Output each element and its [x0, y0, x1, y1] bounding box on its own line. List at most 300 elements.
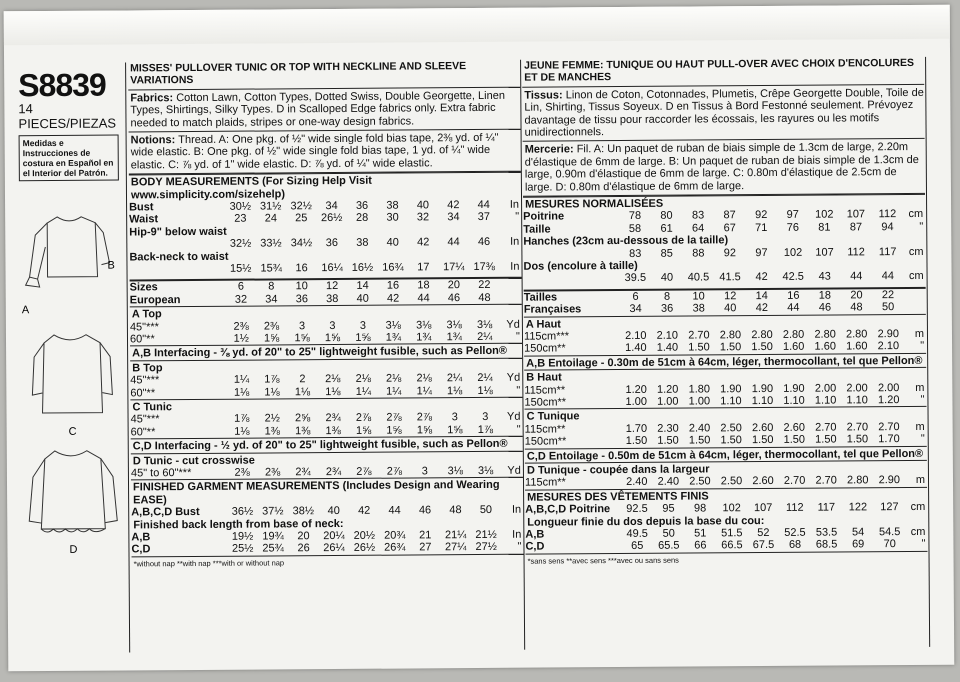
cell-value: 1.50	[625, 435, 648, 448]
cell-value: 34	[447, 211, 460, 224]
cell-value: 54	[851, 526, 865, 539]
notions-block	[523, 139, 925, 196]
view-b-label: B	[107, 259, 115, 272]
cell-value: 1¼	[233, 373, 250, 386]
cell-value: 21	[419, 529, 432, 542]
row-unit: "	[920, 340, 925, 353]
cell-value: 40	[386, 236, 399, 249]
cell-value: 1⅜	[295, 424, 311, 438]
cell-value: 1.00	[625, 395, 647, 408]
cell-value: 67.5	[752, 539, 775, 552]
row-unit: "	[920, 433, 925, 446]
cell-value: 50	[662, 527, 675, 540]
cell-value: 66	[694, 539, 707, 552]
cell-value: 2⅜	[233, 320, 249, 333]
cell-value: 2.10	[656, 329, 679, 342]
cell-value: 2.30	[657, 422, 679, 435]
view-c-label: C	[68, 425, 77, 438]
group-name: A,B Interfacing	[132, 347, 211, 360]
cell-value: 2.90	[878, 474, 901, 487]
group-note: - ⅜ yd. of 20" to 25" lightweight fusible, such as Pellon®	[210, 345, 508, 360]
cell-value: 1.50	[720, 434, 742, 447]
cell-value: 61	[660, 222, 673, 235]
cell-value: 1⅞	[234, 412, 250, 426]
cell-value: 25¾	[262, 542, 284, 555]
row-unit: m	[914, 327, 925, 340]
cell-value: 21½	[475, 528, 497, 541]
cell-value: 127	[880, 501, 899, 514]
cell-value: 1.00	[657, 395, 679, 408]
cell-value: 3⅛	[446, 318, 462, 331]
cell-value: 2⅞	[386, 411, 402, 425]
cell-value: 42	[755, 271, 768, 284]
cell-value: 2.60	[783, 421, 805, 434]
row-label: C,D	[131, 543, 151, 556]
cell-value: 2⅜	[234, 466, 250, 479]
cell-value: 1.10	[814, 394, 837, 407]
cell-value: 85	[660, 247, 673, 260]
cell-value: 95	[662, 502, 675, 515]
cell-value: 34½	[290, 237, 313, 250]
group-name: A Haut	[525, 318, 561, 331]
cell-value: 30½	[229, 200, 252, 213]
cell-value: 2⅜	[263, 319, 280, 333]
cell-value: 107	[815, 246, 834, 259]
row-label: 45" to 60"***	[130, 466, 192, 480]
cell-value: 112	[785, 501, 804, 515]
cell-value: 34	[325, 200, 338, 213]
cell-value: 2.00	[877, 381, 900, 394]
cell-value: 1¾	[385, 331, 402, 344]
group-name: D Tunique	[526, 464, 580, 477]
cell-value: 1.20	[877, 394, 900, 407]
cell-value: 1.60	[814, 340, 836, 354]
cell-value: 1.50	[688, 434, 711, 447]
notions-block	[129, 130, 521, 175]
cell-value: 48	[478, 291, 491, 304]
cell-value: 2¾	[295, 466, 311, 479]
cell-value: 88	[692, 247, 705, 260]
cell-value: 2.00	[846, 381, 868, 395]
cell-value: 92	[755, 209, 768, 222]
row-unit	[904, 301, 926, 314]
cell-value: 53.5	[815, 526, 838, 539]
cell-value: 102	[722, 502, 741, 515]
cell-value: 2.80	[814, 328, 836, 341]
cell-value: 36½	[231, 505, 254, 518]
cell-value: 3⅛	[447, 465, 463, 478]
row-label	[524, 272, 620, 285]
cell-value: 2.70	[878, 420, 900, 433]
cell-value: 38	[326, 292, 339, 305]
cell-value: 1.90	[783, 382, 805, 395]
cell-value: 30	[386, 212, 399, 225]
cell-value: 32½	[229, 237, 252, 250]
row-unit: cm	[910, 501, 926, 514]
cell-value: 69	[852, 538, 865, 551]
row-label: 45"***	[130, 413, 160, 426]
finished-title: MESURES DES VÊTEMENTS FINIS	[525, 487, 927, 504]
cell-value: 1.00	[688, 395, 711, 408]
body-measurements-title: BODY MEASUREMENTS (For Sizing Help Visit www.simplicity.com/sizehelp)	[129, 172, 521, 202]
cell-value: 3⅛	[385, 319, 401, 332]
cell-value: 1.50	[815, 433, 837, 446]
row-unit: cm	[908, 270, 924, 283]
row-label: 115cm**	[524, 423, 566, 436]
cell-value: 68.5	[815, 538, 838, 552]
cell-value: 48	[850, 301, 863, 314]
cell-value: 1.10	[720, 395, 742, 408]
cell-value: 66.5	[721, 539, 743, 552]
cell-value: 20	[297, 530, 310, 543]
cell-value: 48	[449, 504, 462, 517]
row-unit: In	[511, 503, 522, 516]
cell-value: 3⅛	[477, 464, 494, 477]
cell-value: 1⅜	[325, 424, 341, 437]
cell-value: 8	[663, 290, 671, 303]
fabrics-block	[522, 85, 924, 142]
cell-value: 3⅛	[476, 318, 493, 331]
cell-value: 67	[723, 222, 736, 235]
cell-value: 2.70	[688, 329, 710, 342]
cell-value: 2.10	[625, 329, 647, 342]
cell-value: 40	[416, 199, 430, 212]
cell-value: 1.50	[751, 434, 774, 447]
cell-value: 64	[691, 222, 705, 235]
cell-value: 18	[818, 289, 832, 302]
cell-value: 1⅞	[264, 373, 280, 386]
row-unit: In	[510, 235, 520, 249]
cell-value: 3	[298, 319, 306, 332]
envelope-flap	[4, 5, 950, 46]
cell-value: 3	[451, 411, 458, 424]
cell-value: 50	[881, 301, 895, 314]
cell-value: 87	[849, 221, 863, 234]
cell-value: 97	[755, 246, 768, 259]
cell-value: 1.50	[846, 433, 869, 446]
row-unit: "	[516, 384, 521, 397]
cell-value: 25	[295, 212, 308, 225]
cell-value: 18	[417, 279, 430, 292]
fabrics-block	[128, 88, 520, 133]
row-unit: Yd	[507, 464, 521, 477]
cell-value: 15½	[229, 262, 252, 275]
cell-value: 41.5	[719, 271, 741, 284]
cell-value: 20½	[353, 529, 376, 542]
notions-text: Thread. A: One pkg. of ½" wide single fold bias tape, 2⅜ yd. of ¼" wide elastic. B: One pkg. of ½" wide single fold bias tape, 1 yd. of ¼" wide elastic. C: ⅞ yd. of 1" wide elastic. D: ⅞ yd. of ¼" wide elastic.	[130, 131, 499, 172]
cell-value: 14	[755, 289, 768, 302]
row-label: 150cm**	[524, 342, 566, 356]
row-unit: Yd	[506, 411, 521, 424]
view-d-sketch	[29, 451, 118, 533]
body-measurements-title: MESURES NORMALISÉES	[523, 194, 925, 211]
row-unit: Yd	[506, 318, 520, 331]
cell-value: 17⅜	[473, 260, 495, 274]
cell-value: 40	[327, 505, 340, 518]
cell-value: 2.80	[751, 328, 773, 342]
row-label: 115cm***	[523, 330, 570, 343]
cell-value: 102	[815, 208, 834, 222]
cell-value: 26	[297, 542, 310, 555]
cell-value: 16	[787, 289, 800, 302]
group-name: C,D Interfacing	[132, 440, 212, 453]
pattern-info	[18, 68, 127, 181]
cell-value: 54.5	[878, 526, 901, 539]
row-label: A,B,C,D Bust	[131, 506, 200, 519]
cell-value: 2.40	[626, 476, 648, 489]
notions-label: Notions:	[130, 134, 179, 147]
cell-value: 25½	[231, 542, 254, 556]
row-label: C,D	[525, 540, 545, 554]
cell-value: 58	[628, 222, 642, 235]
row-unit: "	[921, 538, 926, 551]
cell-value: 94	[881, 220, 894, 234]
cell-value: 2⅞	[416, 411, 433, 424]
cell-value: 2.50	[720, 421, 742, 435]
cell-value: 107	[753, 502, 773, 515]
group-name: D Tunic	[132, 454, 173, 467]
cell-value: 26¾	[384, 541, 406, 555]
cell-value: 1⅜	[264, 425, 280, 438]
cell-value: 2.50	[720, 475, 743, 488]
fabrics-label: Tissus:	[524, 89, 566, 102]
cell-value: 27½	[475, 541, 497, 554]
fabrics-text: Linon de Coton, Cotonnades, Plumetis, Crêpe Georgette Double, Toile de Lin, Shirting, Tissus Soyeux. D en Tissus à Bord Festonné seulement. Prévoyez davantage de tissu pour raccorder les écossais, les rayures ou les motifs unidirectionnels.	[524, 86, 924, 139]
row-unit: "	[920, 393, 925, 406]
cell-value: 44	[447, 236, 460, 249]
cell-value: 51	[694, 527, 707, 540]
cell-value: 2.80	[782, 328, 805, 341]
cell-value: 40	[356, 292, 369, 305]
cell-value: 68	[788, 539, 802, 552]
cell-value: 28	[355, 212, 369, 225]
cell-value: 2¼	[477, 372, 493, 385]
cell-value: 1⅛	[477, 384, 493, 397]
cell-value: 83	[629, 247, 642, 260]
cell-value: 2.80	[719, 329, 742, 342]
cell-value: 87	[723, 209, 736, 222]
cell-value: 2⅞	[386, 465, 403, 478]
cell-value: 1.70	[878, 433, 900, 446]
cell-value: 34	[629, 303, 642, 316]
cell-value: 2.60	[752, 475, 774, 488]
finished-title: FINISHED GARMENT MEASUREMENTS (Includes Design and Wearing EASE)	[131, 477, 523, 507]
cell-value: 20¾	[384, 529, 406, 542]
cell-value: 2¾	[325, 412, 341, 425]
cell-value: 33½	[260, 237, 282, 250]
cell-value: 2.00	[814, 382, 837, 395]
cell-value: 112	[847, 245, 865, 259]
cell-value: 3	[482, 411, 489, 424]
cell-value: 44	[388, 504, 401, 517]
cell-value: 37	[477, 211, 491, 224]
group-name: C Tunique	[526, 410, 580, 424]
cell-value: 1.50	[719, 341, 742, 354]
group-title	[525, 445, 927, 462]
row-unit: Yd	[506, 371, 521, 384]
cell-value: 107	[846, 208, 866, 221]
cell-value: 1.60	[782, 341, 805, 354]
row-unit: "	[919, 220, 924, 233]
cell-value: 1⅝	[386, 424, 402, 437]
cell-value: 52	[757, 526, 770, 540]
row-unit: In	[512, 528, 522, 541]
cell-value: 17¼	[443, 261, 465, 274]
row-label: Hip-9" below waist	[129, 225, 227, 239]
cell-value: 1¼	[355, 385, 372, 398]
row-unit: "	[515, 211, 520, 224]
cell-value: 1⅛	[446, 384, 463, 397]
cell-value: 8	[268, 280, 275, 293]
row-label	[129, 238, 225, 251]
cell-value: 12	[724, 290, 737, 303]
english-column	[128, 58, 524, 572]
cell-value: 1¼	[386, 385, 402, 398]
cell-value: 102	[783, 246, 803, 259]
cell-value: 2⅛	[355, 372, 371, 386]
cell-value: 46	[818, 301, 832, 314]
cell-value: 2.60	[751, 421, 774, 434]
group-name: B Top	[132, 361, 163, 375]
cell-value: 15¾	[260, 262, 282, 275]
view-b-sketch	[25, 217, 109, 288]
cell-value: 39.5	[624, 272, 647, 285]
row-label: Back-neck to waist	[129, 250, 229, 264]
cell-value: 1¾	[446, 331, 462, 344]
piece-count: 14 PIECES/PIEZAS	[18, 101, 117, 132]
cell-value: 43	[818, 270, 831, 284]
cell-value: 3	[359, 319, 366, 332]
group-title	[524, 353, 926, 370]
row-label	[129, 263, 225, 276]
cell-value: 3	[421, 465, 428, 478]
cell-value: 78	[628, 210, 642, 223]
finished-back-label: Finished back length from base of neck:	[133, 517, 344, 531]
cell-value: 1.50	[688, 341, 710, 354]
group-note: - 0.30m de 51cm à 64cm, léger, thermocollant, tel que Pellon®	[597, 354, 923, 369]
cell-value: 44	[787, 301, 800, 315]
row-unit: m	[915, 474, 926, 487]
cell-value: 44	[850, 270, 863, 283]
cell-value: 12	[326, 280, 339, 293]
row-unit: "	[517, 541, 522, 554]
cell-value: 42.5	[782, 271, 804, 284]
view-sketches	[17, 206, 128, 567]
cell-value: 36	[660, 302, 674, 315]
cell-value: 1.90	[720, 382, 742, 395]
cell-value: 2.70	[846, 421, 869, 434]
cell-value: 2.80	[845, 328, 868, 341]
cell-value: 16	[386, 279, 400, 293]
cell-value: 2.80	[846, 474, 869, 487]
cell-value: 1⅝	[447, 423, 463, 436]
cell-value: 1.70	[625, 422, 648, 435]
cell-value: 42	[417, 236, 430, 249]
cell-value: 1⅞	[477, 423, 494, 436]
cell-value: 2¼	[446, 372, 463, 385]
cell-value: 92	[723, 246, 737, 259]
group-name: A,B Entoilage	[526, 356, 598, 370]
cell-value: 1⅛	[325, 385, 341, 398]
cell-value: 38	[386, 199, 399, 212]
cell-value: 40	[660, 272, 674, 285]
cell-value: 26½	[320, 212, 343, 225]
cell-value: 16¾	[382, 261, 404, 274]
cell-value: 1.20	[656, 383, 679, 396]
footnote: *sans sens **avec sens ***avec ou sans sens	[526, 551, 928, 569]
row-label: A,B	[525, 528, 545, 541]
row-unit	[500, 279, 522, 292]
row-label: Sizes	[129, 281, 158, 294]
cell-value: 117	[878, 245, 897, 258]
cell-value: 1.90	[751, 382, 774, 395]
cell-value: 2⅜	[264, 466, 281, 479]
cell-value: 2.50	[689, 475, 711, 488]
cell-value: 24	[264, 212, 277, 225]
cell-value: 1.40	[656, 342, 679, 355]
cell-value: 1.10	[751, 394, 774, 408]
cell-value: 80	[660, 210, 673, 223]
cell-value: 1.10	[846, 394, 868, 407]
group-note: - 0.50m de 51cm à 64cm, léger, thermocollant, tel que Pellon®	[598, 447, 924, 462]
cell-value: 81	[818, 221, 831, 234]
cell-value: 20¼	[323, 529, 345, 543]
cell-value: 65.5	[658, 539, 680, 553]
cell-value: 37½	[262, 505, 284, 518]
cell-value: 14	[356, 280, 369, 293]
cell-value: 10	[692, 290, 705, 303]
group-title	[130, 343, 522, 360]
view-a-label: A	[21, 304, 30, 317]
cell-value: 1⅛	[234, 425, 250, 438]
row-label: 115cm**	[524, 383, 566, 397]
cell-value: 6	[632, 290, 639, 303]
cell-value: 1⅝	[263, 332, 280, 345]
fabrics-text: Cotton Lawn, Cotton Types, Dotted Swiss, Double Georgette, Linen Types, Shirtings, Silky Types. D in Scalloped Edge fabrics only. Extra fabric needed to match plaids, stripes or one-way design fabrics.	[130, 89, 505, 130]
cell-value: 1.50	[657, 434, 679, 447]
row-label: 150cm**	[524, 396, 567, 409]
row-unit: m	[915, 381, 925, 394]
row-unit: In	[509, 198, 520, 211]
cell-value: 22	[478, 279, 491, 292]
row-unit	[904, 289, 926, 302]
cell-value: 1.10	[783, 394, 805, 407]
cell-value: 27	[419, 541, 432, 554]
cell-value: 34	[265, 293, 278, 306]
cell-value: 1⅝	[324, 331, 341, 345]
row-label: Bust	[129, 201, 154, 214]
row-label: A,B	[131, 531, 151, 544]
cell-value: 17	[417, 261, 430, 274]
cell-value: 42	[755, 302, 768, 315]
cell-value: 42	[358, 504, 371, 518]
group-name: C Tunic	[132, 401, 173, 414]
cell-value: 98	[693, 502, 707, 515]
row-unit: m	[915, 420, 925, 433]
row-label: 115cm**	[524, 476, 566, 490]
row-label: Dos (encolure à taille)	[523, 259, 638, 273]
row-unit: cm	[908, 245, 924, 258]
cell-value: 1.40	[625, 342, 647, 355]
cell-value: 1.60	[846, 340, 868, 353]
row-label: 45"***	[130, 374, 160, 387]
cell-value: 22	[881, 288, 895, 301]
group-name: A Top	[131, 308, 162, 321]
cell-value: 38	[692, 302, 705, 315]
cell-value: 32½	[290, 200, 312, 213]
cell-value: 1¼	[416, 384, 432, 398]
row-unit: In	[510, 260, 520, 273]
